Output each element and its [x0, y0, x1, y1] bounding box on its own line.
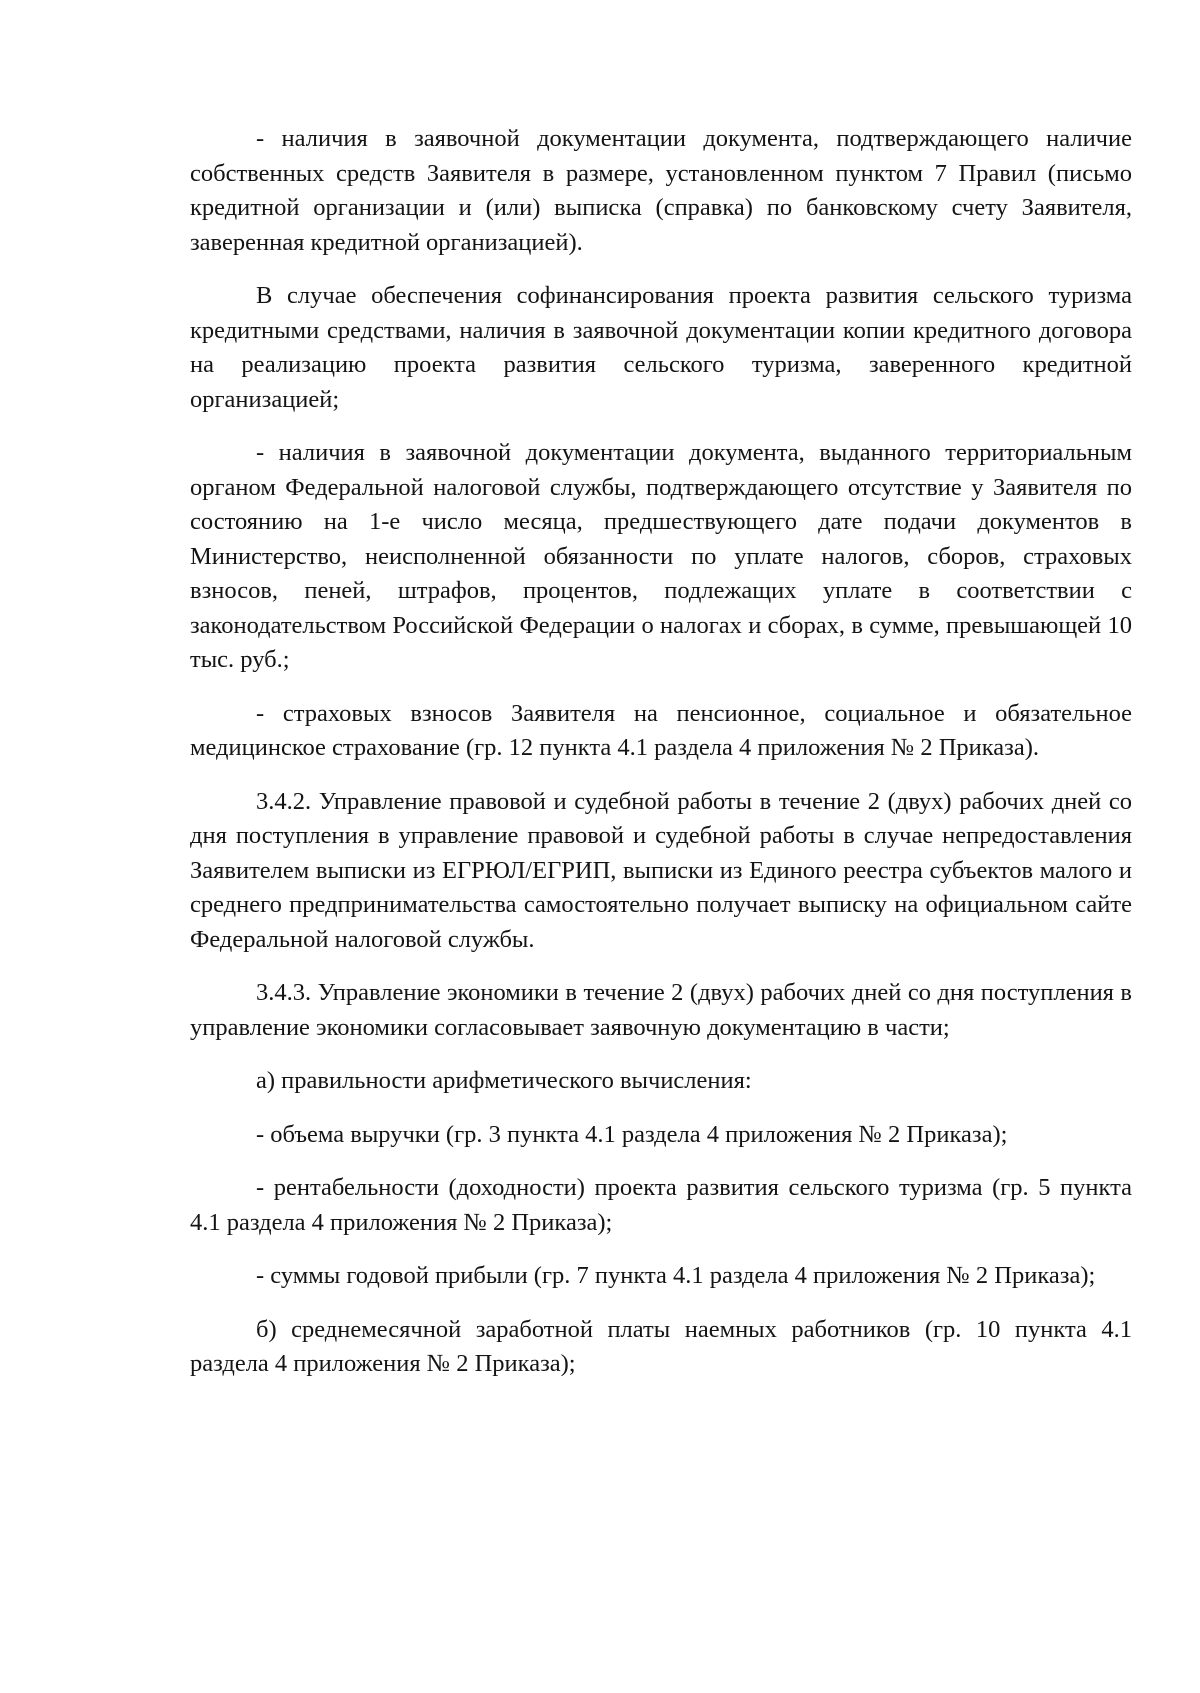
paragraph-item-b: б) среднемесячной заработной платы наемных работников (гр. 10 пункта 4.1 раздела 4 приложения № 2 Приказа); — [190, 1315, 1132, 1377]
paragraph-3-4-3: 3.4.3. Управление экономики в течение 2 (двух) рабочих дней со дня поступления в управление экономики согласовывает заявочную документацию в части; — [190, 979, 1132, 1041]
paragraph-insurance-contributions: - страховых взносов Заявителя на пенсионное, социальное и обязательное медицинское страхование (гр. 12 пункта 4.1 раздела 4 приложения № 2 Приказа). — [190, 699, 1132, 761]
paragraph-credit-cofinancing: В случае обеспечения софинансирования проекта развития сельского туризма кредитными средствами, наличия в заявочной документации копии кредитного договора на реализацию проекта развития сельского туризма, заверенного кредитной организацией; — [190, 282, 1132, 413]
paragraph-annual-profit: - суммы годовой прибыли (гр. 7 пункта 4.1 раздела 4 приложения № 2 Приказа); — [256, 1262, 1096, 1289]
paragraph-3-4-2: 3.4.2. Управление правовой и судебной работы в течение 2 (двух) рабочих дней со дня поступления в управление правовой и судебной работы в случае непредоставления Заявителем выписки из ЕГРЮЛ/ЕГРИП, выписки из Единого реестра субъектов малого и среднего предпринимательства самостоятельно получает выписку на официальном сайте Федеральной налоговой службы. — [190, 787, 1132, 953]
document-body — [190, 122, 1132, 1401]
paragraph-item-a: а) правильности арифметического вычисления: — [256, 1067, 752, 1094]
paragraph-tax-certificate: - наличия в заявочной документации документа, выданного территориальным органом Федеральной налоговой службы, подтверждающего отсутствие у Заявителя по состоянию на 1-е число месяца, предшествующего дате подачи документов в Министерство, неисполненной обязанности по уплате налогов, сборов, страховых взносов, пеней, штрафов, процентов, подлежащих уплате в соответствии с законодательством Российской Федерации о налогах и сборах, в сумме, превышающей 10 тыс. руб.; — [190, 439, 1132, 673]
paragraph-profitability: - рентабельности (доходности) проекта развития сельского туризма (гр. 5 пункта 4.1 раздела 4 приложения № 2 Приказа); — [190, 1174, 1132, 1236]
paragraph-revenue-volume: - объема выручки (гр. 3 пункта 4.1 раздела 4 приложения № 2 Приказа); — [256, 1120, 1008, 1148]
paragraph-own-funds: - наличия в заявочной документации документа, подтверждающего наличие собственных средств Заявителя в размере, установленном пунктом 7 Правил (письмо кредитной организации и (или) выписка (справка) по банковскому счету Заявителя, заверенная кредитной организацией). — [190, 125, 1132, 256]
